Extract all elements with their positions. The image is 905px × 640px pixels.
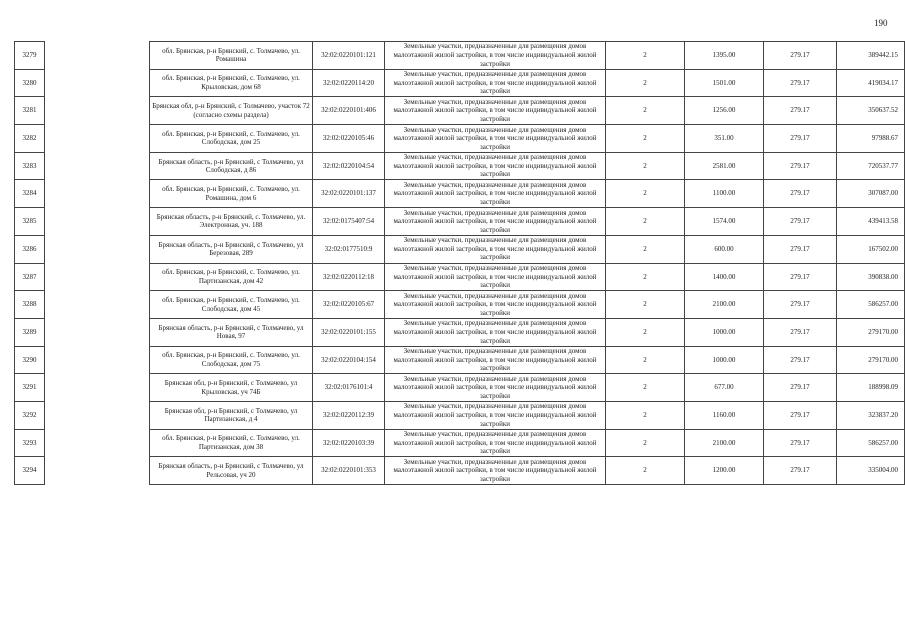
table-row: [15, 401, 905, 429]
rate-cell: 279.17: [764, 235, 837, 263]
page-number: 190: [874, 18, 888, 28]
table-row: [15, 457, 905, 485]
cadastral-value-cell: 586257.00: [837, 291, 905, 319]
category-cell: 2: [606, 263, 685, 291]
category-cell: 2: [606, 346, 685, 374]
address-cell: обл. Брянская, р-н Брянский, с. Толмачево, ул. Слободская, дом 75: [150, 346, 313, 374]
spacer-cell: [45, 457, 150, 485]
rate-cell: 279.17: [764, 429, 837, 457]
land-use-cell: Земельные участки, предназначенные для размещения домов малоэтажной жилой застройки, в том числе индивидуальной жилой застройки: [385, 69, 606, 97]
table-row: [15, 346, 905, 374]
category-cell: 2: [606, 42, 685, 70]
cadastral-value-cell: 97988.67: [837, 125, 905, 153]
category-cell: 2: [606, 152, 685, 180]
cadastral-value-cell: 390838.00: [837, 263, 905, 291]
category-cell: 2: [606, 97, 685, 125]
category-cell: 2: [606, 401, 685, 429]
table-row: [15, 152, 905, 180]
table-row: [15, 235, 905, 263]
address-cell: обл. Брянская, р-н Брянский, с. Толмачево, ул. Ромашина: [150, 42, 313, 70]
area-cell: 1395.00: [685, 42, 764, 70]
spacer-cell: [45, 152, 150, 180]
cadastral-number-cell: 32:02:0220105:46: [313, 125, 385, 153]
cadastral-value-cell: 279170.00: [837, 318, 905, 346]
row-id: 3292: [15, 401, 45, 429]
cadastral-number-cell: 32:02:0220103:39: [313, 429, 385, 457]
cadastral-number-cell: 32:02:0220114:20: [313, 69, 385, 97]
address-cell: Брянская обл, р-н Брянский, с Толмачево, ул Крыловская, уч 74Б: [150, 374, 313, 402]
category-cell: 2: [606, 291, 685, 319]
row-id: 3283: [15, 152, 45, 180]
cadastral-value-cell: 586257.00: [837, 429, 905, 457]
land-use-cell: Земельные участки, предназначенные для размещения домов малоэтажной жилой застройки, в том числе индивидуальной жилой застройки: [385, 374, 606, 402]
row-id: 3290: [15, 346, 45, 374]
table-row: [15, 208, 905, 236]
category-cell: 2: [606, 429, 685, 457]
area-cell: 1160.00: [685, 401, 764, 429]
cadastral-number-cell: 32:02:0177510:9: [313, 235, 385, 263]
cadastral-value-cell: 439413.58: [837, 208, 905, 236]
address-cell: Брянская область, р-н Брянский, с Толмачево, ул Слободская, д 86: [150, 152, 313, 180]
table-row: [15, 429, 905, 457]
address-cell: Брянская область, р-н Брянский, с Толмачево, ул Новая, 97: [150, 318, 313, 346]
row-id: 3287: [15, 263, 45, 291]
rate-cell: 279.17: [764, 42, 837, 70]
cadastral-number-cell: 32:02:0220112:39: [313, 401, 385, 429]
land-use-cell: Земельные участки, предназначенные для размещения домов малоэтажной жилой застройки, в том числе индивидуальной жилой застройки: [385, 346, 606, 374]
land-use-cell: Земельные участки, предназначенные для размещения домов малоэтажной жилой застройки, в том числе индивидуальной жилой застройки: [385, 457, 606, 485]
rate-cell: 279.17: [764, 374, 837, 402]
cadastral-number-cell: 32:02:0220101:353: [313, 457, 385, 485]
land-use-cell: Земельные участки, предназначенные для размещения домов малоэтажной жилой застройки, в том числе индивидуальной жилой застройки: [385, 152, 606, 180]
spacer-cell: [45, 180, 150, 208]
cadastral-number-cell: 32:02:0175407:54: [313, 208, 385, 236]
area-cell: 351.00: [685, 125, 764, 153]
cadastral-value-cell: 279170.00: [837, 346, 905, 374]
table-row: [15, 291, 905, 319]
land-use-cell: Земельные участки, предназначенные для размещения домов малоэтажной жилой застройки, в том числе индивидуальной жилой застройки: [385, 318, 606, 346]
category-cell: 2: [606, 180, 685, 208]
rate-cell: 279.17: [764, 180, 837, 208]
spacer-cell: [45, 263, 150, 291]
row-id: 3279: [15, 42, 45, 70]
cadastral-number-cell: 32:02:0220105:67: [313, 291, 385, 319]
row-id: 3294: [15, 457, 45, 485]
rate-cell: 279.17: [764, 346, 837, 374]
rate-cell: 279.17: [764, 318, 837, 346]
address-cell: Брянская область, р-н Брянский, с Толмачево, ул Рельсовая, уч 20: [150, 457, 313, 485]
row-id: 3288: [15, 291, 45, 319]
category-cell: 2: [606, 318, 685, 346]
address-cell: Брянская обл, р-н Брянский, с Толмачево, ул Партизанская, д 4: [150, 401, 313, 429]
cadastral-number-cell: 32:02:0220101:406: [313, 97, 385, 125]
area-cell: 1100.00: [685, 180, 764, 208]
row-id: 3282: [15, 125, 45, 153]
spacer-cell: [45, 42, 150, 70]
spacer-cell: [45, 291, 150, 319]
category-cell: 2: [606, 374, 685, 402]
address-cell: обл. Брянская, р-н Брянский, с. Толмачево, ул. Партизанская, дом 42: [150, 263, 313, 291]
area-cell: 1200.00: [685, 457, 764, 485]
category-cell: 2: [606, 208, 685, 236]
cadastral-value-cell: 720537.77: [837, 152, 905, 180]
address-cell: обл. Брянская, р-н Брянский, с. Толмачево, ул. Слободская, дом 25: [150, 125, 313, 153]
cadastral-value-cell: 335004.00: [837, 457, 905, 485]
rate-cell: 279.17: [764, 457, 837, 485]
table-row: [15, 180, 905, 208]
rate-cell: 279.17: [764, 291, 837, 319]
land-use-cell: Земельные участки, предназначенные для размещения домов малоэтажной жилой застройки, в том числе индивидуальной жилой застройки: [385, 263, 606, 291]
area-cell: 1000.00: [685, 346, 764, 374]
row-id: 3285: [15, 208, 45, 236]
table-row: [15, 97, 905, 125]
spacer-cell: [45, 235, 150, 263]
land-use-cell: Земельные участки, предназначенные для размещения домов малоэтажной жилой застройки, в том числе индивидуальной жилой застройки: [385, 180, 606, 208]
area-cell: 1501.00: [685, 69, 764, 97]
cadastral-number-cell: 32:02:0220104:54: [313, 152, 385, 180]
land-use-cell: Земельные участки, предназначенные для размещения домов малоэтажной жилой застройки, в том числе индивидуальной жилой застройки: [385, 208, 606, 236]
land-use-cell: Земельные участки, предназначенные для размещения домов малоэтажной жилой застройки, в том числе индивидуальной жилой застройки: [385, 42, 606, 70]
spacer-cell: [45, 97, 150, 125]
address-cell: обл. Брянская, р-н Брянский, с. Толмачево, ул. Слободская, дом 45: [150, 291, 313, 319]
category-cell: 2: [606, 69, 685, 97]
row-id: 3284: [15, 180, 45, 208]
area-cell: 2100.00: [685, 291, 764, 319]
row-id: 3281: [15, 97, 45, 125]
rate-cell: 279.17: [764, 125, 837, 153]
table-body: [15, 42, 905, 485]
land-use-cell: Земельные участки, предназначенные для размещения домов малоэтажной жилой застройки, в том числе индивидуальной жилой застройки: [385, 429, 606, 457]
spacer-cell: [45, 125, 150, 153]
area-cell: 600.00: [685, 235, 764, 263]
row-id: 3289: [15, 318, 45, 346]
table-row: [15, 69, 905, 97]
address-cell: обл. Брянская, р-н Брянский, с. Толмачево, ул. Партизанская, дом 38: [150, 429, 313, 457]
cadastral-value-cell: 419034.17: [837, 69, 905, 97]
table-row: [15, 263, 905, 291]
category-cell: 2: [606, 235, 685, 263]
address-cell: обл. Брянская, р-н Брянский, с. Толмачево, ул. Крыловская, дом 68: [150, 69, 313, 97]
area-cell: 677.00: [685, 374, 764, 402]
area-cell: 1000.00: [685, 318, 764, 346]
spacer-cell: [45, 429, 150, 457]
spacer-cell: [45, 208, 150, 236]
land-use-cell: Земельные участки, предназначенные для размещения домов малоэтажной жилой застройки, в том числе индивидуальной жилой застройки: [385, 125, 606, 153]
spacer-cell: [45, 346, 150, 374]
row-id: 3286: [15, 235, 45, 263]
cadastral-value-cell: 188998.09: [837, 374, 905, 402]
rate-cell: 279.17: [764, 152, 837, 180]
category-cell: 2: [606, 125, 685, 153]
spacer-cell: [45, 401, 150, 429]
area-cell: 2581.00: [685, 152, 764, 180]
cadastral-number-cell: 32:02:0176101:4: [313, 374, 385, 402]
table-row: [15, 318, 905, 346]
rate-cell: 279.17: [764, 401, 837, 429]
cadastral-number-cell: 32:02:0220104:154: [313, 346, 385, 374]
row-id: 3280: [15, 69, 45, 97]
cadastral-value-cell: 323837.20: [837, 401, 905, 429]
table-row: [15, 42, 905, 70]
rate-cell: 279.17: [764, 263, 837, 291]
area-cell: 1256.00: [685, 97, 764, 125]
cadastral-value-cell: 167502.00: [837, 235, 905, 263]
row-id: 3293: [15, 429, 45, 457]
table-row: [15, 125, 905, 153]
area-cell: 1574.00: [685, 208, 764, 236]
address-cell: Брянская область, р-н Брянский, с. Толмачево, ул. Электронная, уч. 188: [150, 208, 313, 236]
area-cell: 2100.00: [685, 429, 764, 457]
land-use-cell: Земельные участки, предназначенные для размещения домов малоэтажной жилой застройки, в том числе индивидуальной жилой застройки: [385, 401, 606, 429]
rate-cell: 279.17: [764, 69, 837, 97]
cadastral-value-cell: 389442.15: [837, 42, 905, 70]
cadastral-number-cell: 32:02:0220101:121: [313, 42, 385, 70]
category-cell: 2: [606, 457, 685, 485]
spacer-cell: [45, 69, 150, 97]
cadastral-number-cell: 32:02:0220101:155: [313, 318, 385, 346]
row-id: 3291: [15, 374, 45, 402]
address-cell: Брянская обл, р-н Брянский, с Толмачево, участок 72 (согласно схемы раздела): [150, 97, 313, 125]
cadastral-value-table: [14, 41, 905, 485]
address-cell: обл. Брянская, р-н Брянский, с. Толмачево, ул. Ромашина, дом 6: [150, 180, 313, 208]
land-use-cell: Земельные участки, предназначенные для размещения домов малоэтажной жилой застройки, в том числе индивидуальной жилой застройки: [385, 97, 606, 125]
land-use-cell: Земельные участки, предназначенные для размещения домов малоэтажной жилой застройки, в том числе индивидуальной жилой застройки: [385, 235, 606, 263]
area-cell: 1400.00: [685, 263, 764, 291]
rate-cell: 279.17: [764, 208, 837, 236]
cadastral-value-cell: 350637.52: [837, 97, 905, 125]
cadastral-number-cell: 32:02:0220112:18: [313, 263, 385, 291]
spacer-cell: [45, 318, 150, 346]
spacer-cell: [45, 374, 150, 402]
land-use-cell: Земельные участки, предназначенные для размещения домов малоэтажной жилой застройки, в том числе индивидуальной жилой застройки: [385, 291, 606, 319]
table-row: [15, 374, 905, 402]
rate-cell: 279.17: [764, 97, 837, 125]
cadastral-value-cell: 307087.00: [837, 180, 905, 208]
cadastral-number-cell: 32:02:0220101:137: [313, 180, 385, 208]
address-cell: Брянская область, р-н Брянский, с Толмачево, ул Березовая, 289: [150, 235, 313, 263]
